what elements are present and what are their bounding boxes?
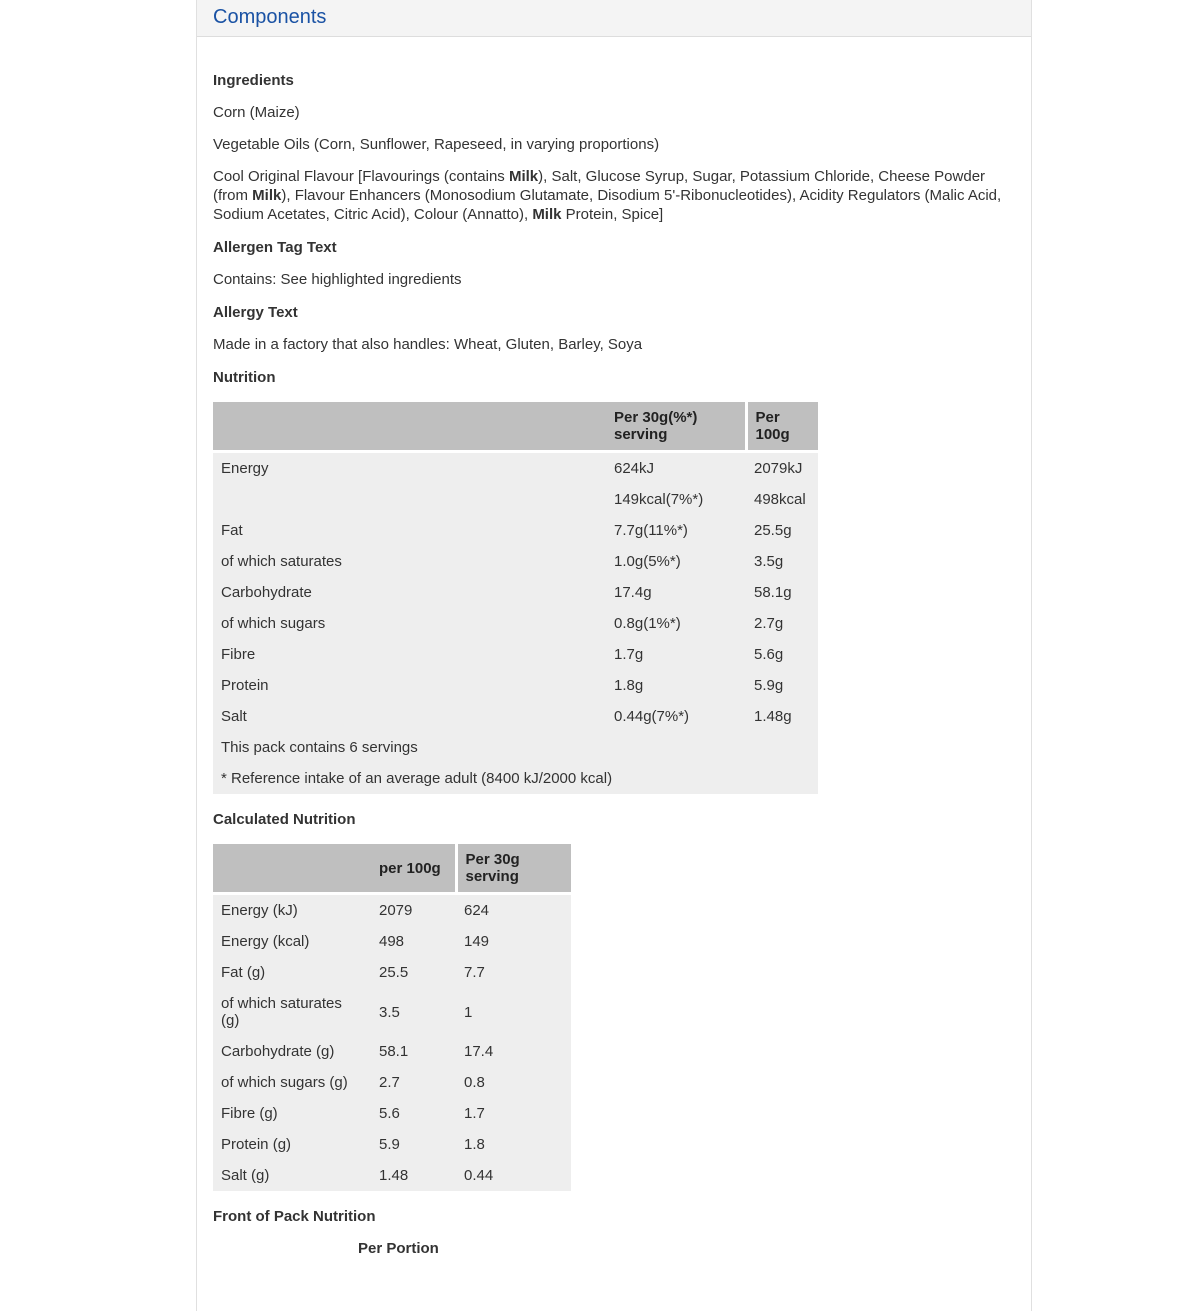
table-header-cell: Per 100g xyxy=(746,402,818,452)
table-header-cell xyxy=(213,402,606,452)
nutrition-table-body xyxy=(213,452,818,733)
table-cell: Salt (g) xyxy=(213,1160,371,1191)
table-cell: 7.7g(11%*) xyxy=(606,515,746,546)
table-row xyxy=(213,670,818,701)
table-header-cell: Per 30g serving xyxy=(456,844,571,894)
table-cell: Carbohydrate xyxy=(213,577,606,608)
table-cell: 624kJ xyxy=(606,452,746,485)
table-row xyxy=(213,926,571,957)
table-note-cell: * Reference intake of an average adult (8400 kJ/2000 kcal) xyxy=(213,763,818,794)
table-row xyxy=(213,1036,571,1067)
table-row xyxy=(213,639,818,670)
allergen-highlight: Milk xyxy=(508,168,539,185)
table-row xyxy=(213,484,818,515)
table-cell: Protein xyxy=(213,670,606,701)
table-row xyxy=(213,1160,571,1191)
allergen-tag-text: Contains: See highlighted ingredients xyxy=(213,271,462,288)
table-row xyxy=(213,1067,571,1098)
calculated-table-body xyxy=(213,894,571,1192)
nutrition-table-notes xyxy=(213,732,818,794)
page-title: Components xyxy=(213,6,327,28)
allergy-heading: Allergy Text xyxy=(213,304,298,321)
table-row xyxy=(213,1098,571,1129)
calculated-nutrition-table xyxy=(213,844,571,1191)
front-of-pack-heading: Front of Pack Nutrition xyxy=(213,1208,376,1225)
table-row xyxy=(213,701,818,732)
table-header-cell: Per 30g(%*) serving xyxy=(606,402,746,452)
table-row xyxy=(213,957,571,988)
table-cell: Energy xyxy=(213,452,606,485)
panel-header xyxy=(197,0,1031,37)
table-cell: 3.5g xyxy=(746,546,818,577)
calculated-nutrition-heading: Calculated Nutrition xyxy=(213,811,356,828)
table-cell: Salt xyxy=(213,701,606,732)
allergy-text: Made in a factory that also handles: Wheat, Gluten, Barley, Soya xyxy=(213,336,643,353)
allergen-tag-heading: Allergen Tag Text xyxy=(213,239,337,256)
table-cell: 2.7g xyxy=(746,608,818,639)
table-cell: 1.8g xyxy=(606,670,746,701)
table-header-row xyxy=(213,402,818,452)
table-cell: 2079 xyxy=(371,894,456,927)
table-note-cell: This pack contains 6 servings xyxy=(213,732,818,763)
table-cell: 5.9g xyxy=(746,670,818,701)
table-cell: 7.7 xyxy=(456,957,571,988)
table-cell: Protein (g) xyxy=(213,1129,371,1160)
table-cell: 1.7g xyxy=(606,639,746,670)
table-cell: 2.7 xyxy=(371,1067,456,1098)
table-header-cell: per 100g xyxy=(371,844,456,894)
table-cell: 498 xyxy=(371,926,456,957)
table-cell: 1.48g xyxy=(746,701,818,732)
table-row xyxy=(213,988,571,1036)
table-row xyxy=(213,894,571,927)
ingredients-heading: Ingredients xyxy=(213,72,294,89)
ingredient-item: Corn (Maize) xyxy=(213,104,300,121)
table-cell: Fat xyxy=(213,515,606,546)
table-cell: 0.44g(7%*) xyxy=(606,701,746,732)
table-row xyxy=(213,1129,571,1160)
table-cell: 1 xyxy=(456,988,571,1036)
table-cell: 1.0g(5%*) xyxy=(606,546,746,577)
nutrition-table xyxy=(213,402,818,794)
table-cell: 1.8 xyxy=(456,1129,571,1160)
table-cell: Energy (kJ) xyxy=(213,894,371,927)
table-cell: 5.6 xyxy=(371,1098,456,1129)
table-cell: Carbohydrate (g) xyxy=(213,1036,371,1067)
table-cell: 5.6g xyxy=(746,639,818,670)
table-cell: 5.9 xyxy=(371,1129,456,1160)
table-cell: 624 xyxy=(456,894,571,927)
table-note-row xyxy=(213,732,818,763)
table-row xyxy=(213,515,818,546)
table-row xyxy=(213,452,818,485)
table-row xyxy=(213,546,818,577)
table-cell: 2079kJ xyxy=(746,452,818,485)
table-cell: of which saturates (g) xyxy=(213,988,371,1036)
table-cell: 17.4 xyxy=(456,1036,571,1067)
ingredient-item-flavour: Cool Original Flavour [Flavourings (contains Milk), Salt, Glucose Syrup, Sugar, Potassium Chloride, Cheese Powder (from Milk), Flavour Enhancers (Monosodium Glutamate, Disodium 5'-Ribonucleotides), Acidity Regulators (Malic Acid, Sodium Acetates, Citric Acid), Colour (Annatto), Milk Protein, Spice] xyxy=(213,168,1002,223)
per-portion-label: Per Portion xyxy=(358,1240,439,1257)
table-cell: 58.1g xyxy=(746,577,818,608)
table-cell: 0.44 xyxy=(456,1160,571,1191)
table-cell: Fibre xyxy=(213,639,606,670)
table-note-row xyxy=(213,763,818,794)
table-cell: of which sugars xyxy=(213,608,606,639)
table-cell: 149kcal(7%*) xyxy=(606,484,746,515)
table-cell: of which saturates xyxy=(213,546,606,577)
ingredient-item: Vegetable Oils (Corn, Sunflower, Rapeseed, in varying proportions) xyxy=(213,136,660,153)
table-cell: 1.7 xyxy=(456,1098,571,1129)
table-row xyxy=(213,608,818,639)
table-cell: 1.48 xyxy=(371,1160,456,1191)
table-row xyxy=(213,577,818,608)
table-cell: 0.8g(1%*) xyxy=(606,608,746,639)
table-cell: 498kcal xyxy=(746,484,818,515)
table-cell: 0.8 xyxy=(456,1067,571,1098)
components-panel xyxy=(196,0,1032,1311)
table-cell: 17.4g xyxy=(606,577,746,608)
table-cell: 3.5 xyxy=(371,988,456,1036)
table-cell xyxy=(213,484,606,515)
table-cell: Fibre (g) xyxy=(213,1098,371,1129)
table-header-row xyxy=(213,844,571,894)
panel-content xyxy=(197,37,1031,1311)
table-cell: 58.1 xyxy=(371,1036,456,1067)
table-cell: 25.5 xyxy=(371,957,456,988)
nutrition-heading: Nutrition xyxy=(213,369,276,386)
allergen-highlight: Milk xyxy=(252,187,282,204)
allergen-highlight: Milk xyxy=(532,206,562,223)
table-cell: 149 xyxy=(456,926,571,957)
table-header-cell xyxy=(213,844,371,894)
table-cell: 25.5g xyxy=(746,515,818,546)
table-cell: Energy (kcal) xyxy=(213,926,371,957)
table-cell: Fat (g) xyxy=(213,957,371,988)
table-cell: of which sugars (g) xyxy=(213,1067,371,1098)
